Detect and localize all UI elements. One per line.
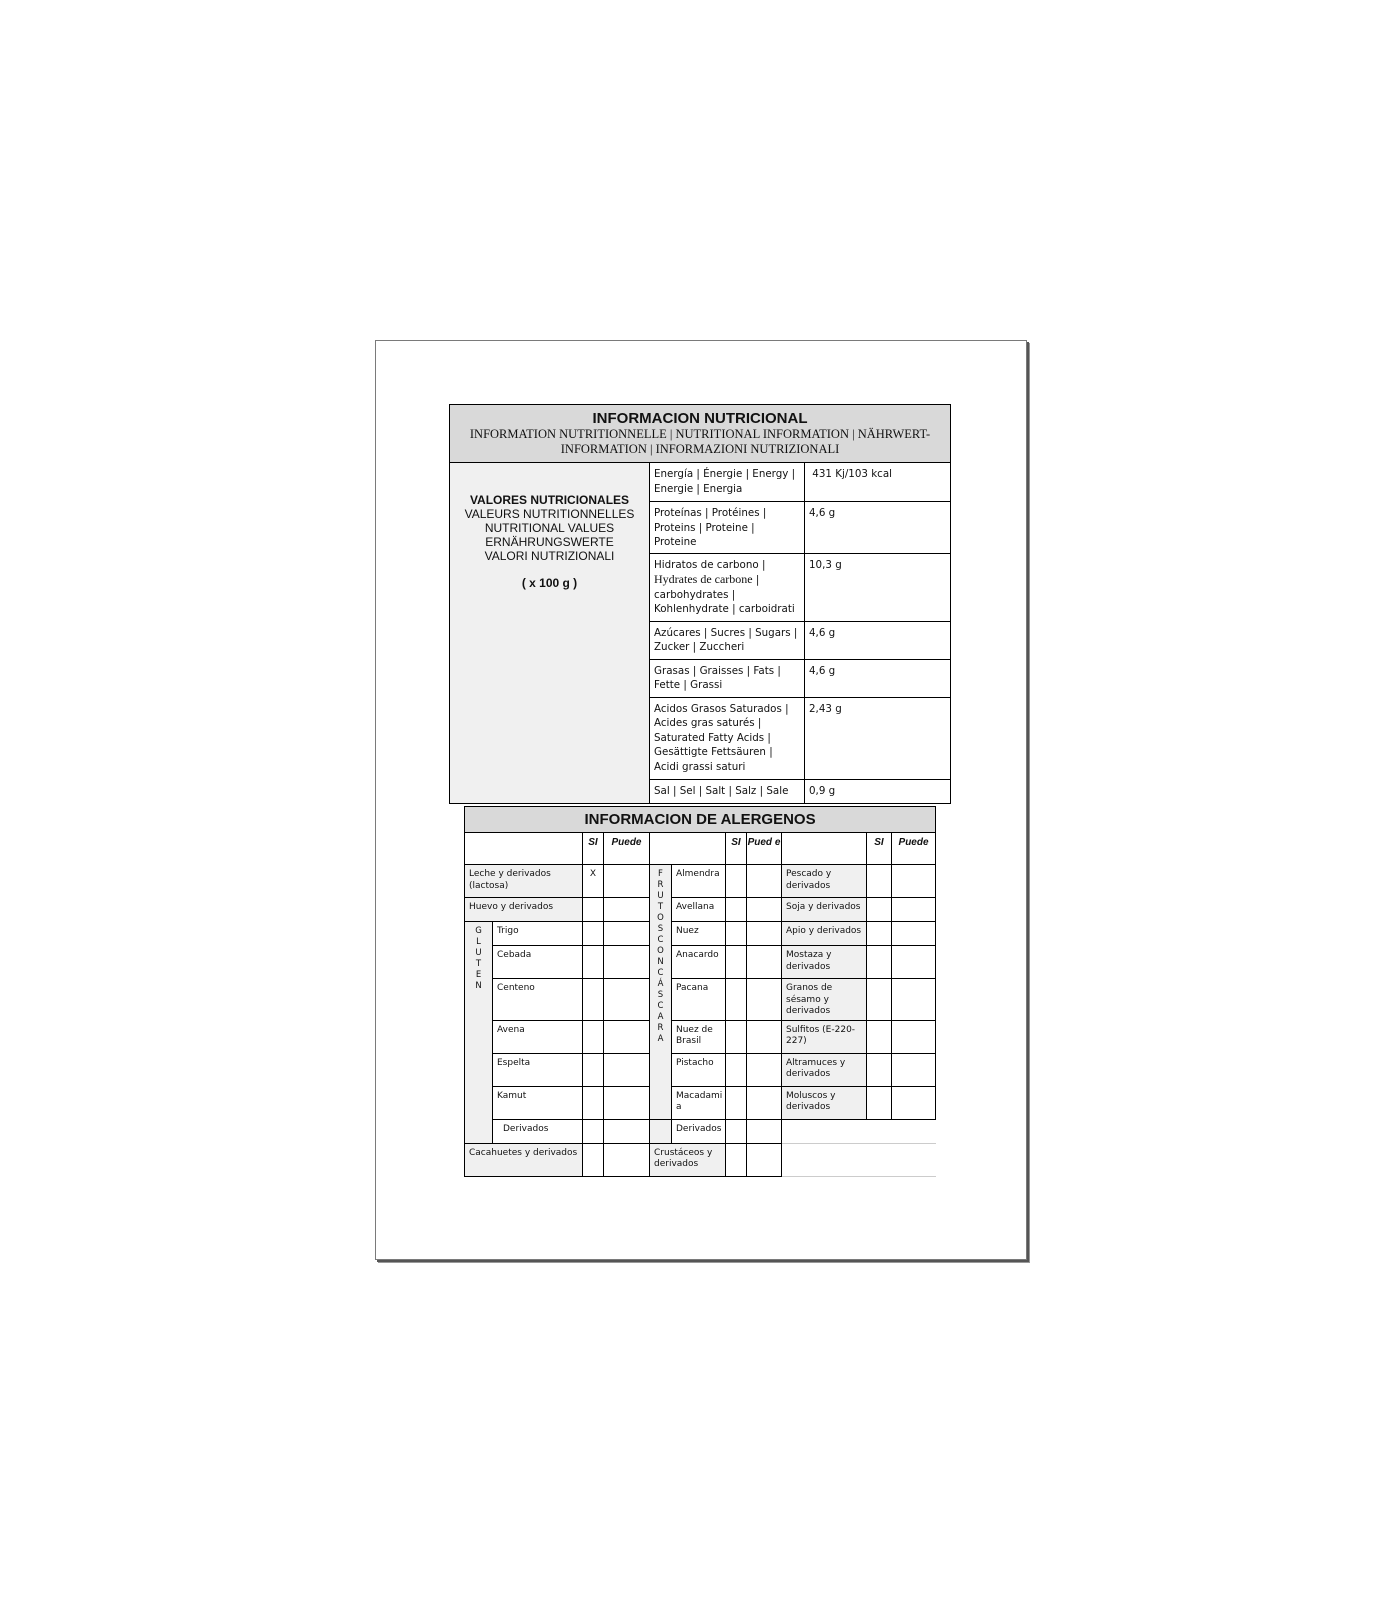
allergen-label: Soja y derivados [782,898,867,922]
allergen-label: Centeno [493,979,583,1021]
allergen-label: Avena [493,1020,583,1053]
per-100g: ( x 100 g ) [521,576,578,590]
nutrient-value: 4,6 g [805,621,951,659]
allergen-label: Espelta [493,1053,583,1086]
allergen-label: Derivados [493,1119,583,1143]
allergen-label: Derivados [672,1119,726,1143]
nutrient-label: Acidos Grasos Saturados | Acides gras saturés | Saturated Fatty Acids | Gesättigte Fettsäuren | Acidi grassi saturi [650,697,805,779]
allergen-label: Kamut [493,1086,583,1119]
nutrition-header [450,405,951,463]
nutrient-value: 10,3 g [805,553,951,621]
col-puede: Pued e [747,833,782,865]
allergen-label: Sulfitos (E-220-227) [782,1020,867,1053]
allergen-label: Anacardo [672,946,726,979]
allergen-label: Leche y derivados (lactosa) [465,865,583,898]
col-si: SI [583,833,604,865]
nutrient-value: 4,6 g [805,659,951,697]
nutrient-value: 2,43 g [805,697,951,779]
allergen-label: Apio y derivados [782,922,867,946]
nutrient-label-part: | carbohydrates | Kohlenhydrate | carboidrati [654,574,795,615]
nutrition-side-label [450,463,650,804]
allergen-label: Pistacho [672,1053,726,1086]
nutrient-label: Energía | Énergie | Energy | Energie | Energia [650,463,805,502]
allergen-label: Crustáceos y derivados [650,1143,726,1176]
document-page [375,340,1027,1260]
allergen-si-mark: X [583,865,604,898]
nutrient-label: Proteínas | Protéines | Proteins | Proteine | Proteine [650,502,805,554]
nutrient-label: Sal | Sel | Salt | Salz | Sale [650,779,805,803]
allergen-label: Nuez [672,922,726,946]
allergen-label: Pacana [672,979,726,1021]
frutos-vertical-label: F R U T O S C O N C Á S C A R A [650,865,672,1120]
allergen-title: INFORMACION DE ALERGENOS [465,807,936,833]
allergen-label: Avellana [672,898,726,922]
allergen-label: Pescado y derivados [782,865,867,898]
allergen-label: Huevo y derivados [465,898,583,922]
nutrient-label [650,553,805,621]
allergen-label: Mostaza y derivados [782,946,867,979]
col-puede: Puede [892,833,936,865]
nutrient-value: 4,6 g [805,502,951,554]
nutrient-value: 431 Kj/103 kcal [805,463,951,502]
nutrient-label: Grasas | Graisses | Fats | Fette | Grassi [650,659,805,697]
allergen-label: Macadami a [672,1086,726,1119]
nutrition-subtitle: INFORMATION NUTRITIONNELLE | NUTRITIONAL INFORMATION | NÄHRWERT-INFORMATION | INFORMAZIONI NUTRIZIONALI [469,427,931,456]
allergen-label: Altramuces y derivados [782,1053,867,1086]
col-puede: Puede [604,833,650,865]
col-si: SI [867,833,892,865]
side-line: NUTRITIONAL VALUES [484,521,615,535]
side-line: ERNÄHRUNGSWERTE [485,535,614,549]
allergen-label: Cacahuetes y derivados [465,1143,583,1176]
allergen-label: Moluscos y derivados [782,1086,867,1119]
allergen-label: Nuez de Brasil [672,1020,726,1053]
nutrition-title: INFORMACION NUTRICIONAL [592,410,808,427]
col-si: SI [726,833,747,865]
side-line: VALORES NUTRICIONALES [469,493,630,507]
nutrient-label-part: Hydrates de carbone [654,572,753,586]
side-line: VALORI NUTRIZIONALI [484,549,615,563]
nutrient-label: Azúcares | Sucres | Sugars | Zucker | Zuccheri [650,621,805,659]
gluten-vertical-label: G L U T E N [465,922,493,1144]
allergen-label: Cebada [493,946,583,979]
nutrient-value: 0,9 g [805,779,951,803]
allergen-label: Granos de sésamo y derivados [782,979,867,1021]
allergen-label: Trigo [493,922,583,946]
side-line: VALEURS NUTRITIONNELLES [464,507,635,521]
allergen-table [464,806,936,1177]
nutrient-label-part: Hidratos de carbono | [654,558,766,571]
allergen-label: Almendra [672,865,726,898]
nutrition-table [449,404,951,804]
